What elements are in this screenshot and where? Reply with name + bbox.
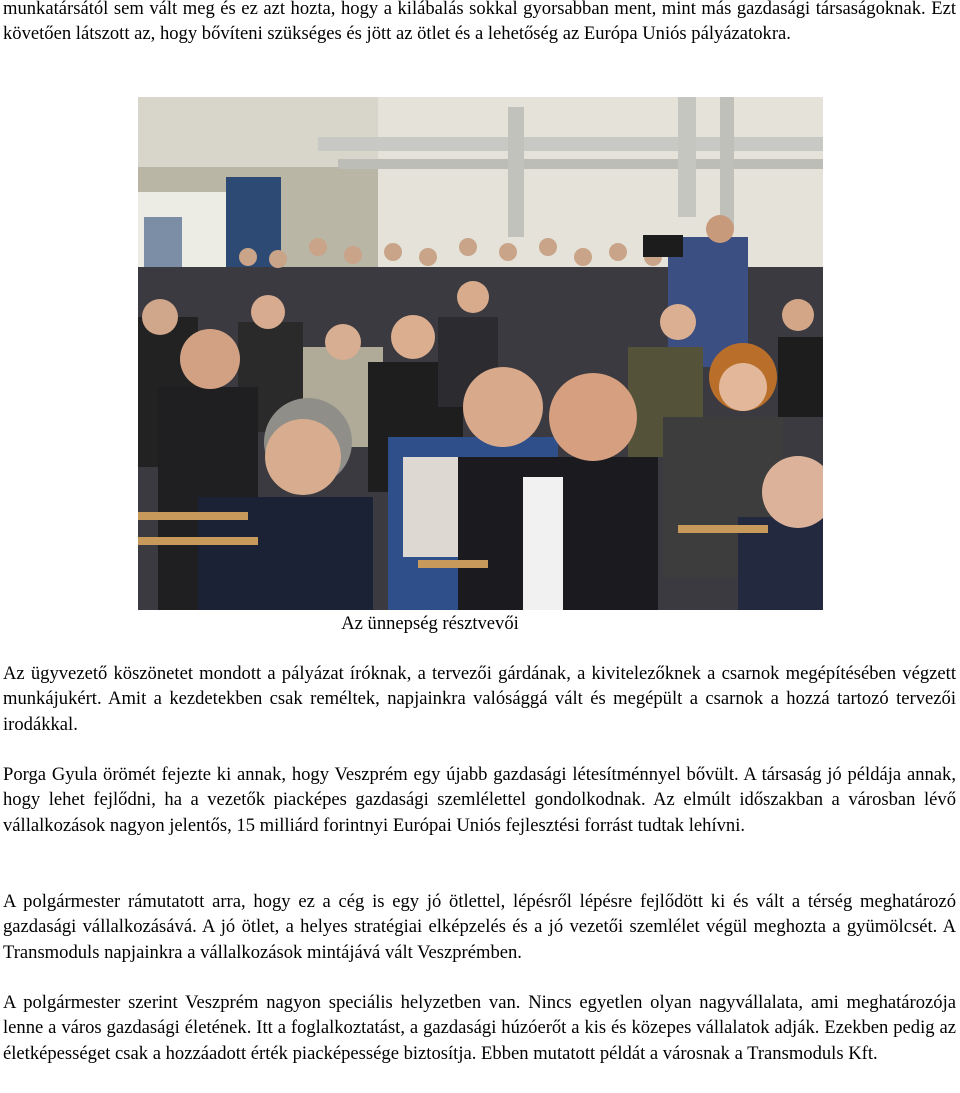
photo-caption: Az ünnepség résztvevői xyxy=(341,613,519,634)
body-paragraph-2: Porga Gyula örömét fejezte ki annak, hogy Veszprém egy újabb gazdasági létesítménnyel bővült. A társaság jó példája annak, hogy lehet fejlődni, ha a vezetők piacképes gazdasági szemlélettel gondolkodnak. Az elmúlt időszakban a városban lévő vállalkozások nagyon jelentős, 15 milliárd forintnyi Európai Uniós fejlesztési forrást tudtak lehívni. xyxy=(3,764,956,836)
intro-paragraph: munkatársától sem vált meg és ez azt hozta, hogy a kilábalás sokkal gyorsabban ment, mint más gazdasági társaságoknak. Ezt követően látszott az, hogy bővíteni szükséges és jött az ötlet és a lehetőség az Európa Uniós pályázatokra. xyxy=(3,0,956,45)
event-audience-photo xyxy=(138,97,823,610)
body-paragraph-1: Az ügyvezető köszönetet mondott a pályázat íróknak, a tervezői gárdának, a kivitelezőknek a csarnok megépítésében végzett munkájukért. Amit a kezdetekben csak reméltek, napjainkra valósággá vált és megépült a csarnok a hozzá tartozó tervezői irodákkal. xyxy=(3,663,956,735)
body-paragraph-3: A polgármester rámutatott arra, hogy ez a cég is egy jó ötlettel, lépésről lépésre fejlődött ki és vált a térség meghatározó gazdasági vállalkozásává. A jó ötlet, a helyes stratégiai elképzelés és a jó vezetői szemlélet végül meghozta a gyümölcsét. A Transmoduls napjainkra a vállalkozások mintájává vált Veszprémben. xyxy=(3,891,956,963)
body-paragraph-4: A polgármester szerint Veszprém nagyon speciális helyzetben van. Nincs egyetlen olyan nagyvállalata, ami meghatározója lenne a város gazdasági életének. Itt a foglalkoztatást, a gazdasági húzóerőt a kis és közepes vállalatok adják. Ezekben pedig az életképességet csak a hozzáadott érték piacképessége biztosítja. Ebben mutatott példát a városnak a Transmoduls Kft. xyxy=(3,992,956,1064)
